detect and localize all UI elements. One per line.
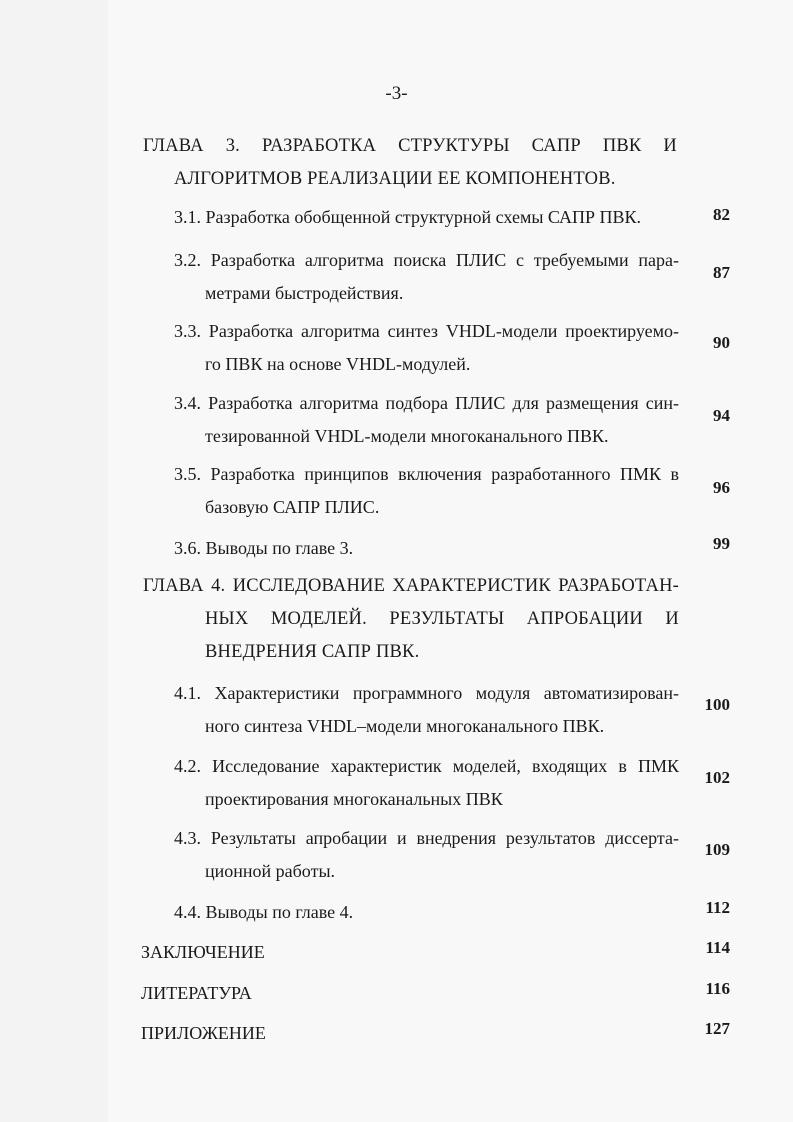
toc-page-3-3: 90 <box>713 333 730 352</box>
toc-page-3-5: 96 <box>713 478 730 497</box>
toc-entry-4-1-line-1: 4.1. Характеристики программного модуля автоматизирован- <box>174 683 679 703</box>
page-margin-shade <box>0 0 108 1122</box>
toc-page-3-2: 87 <box>713 263 730 282</box>
toc-entry-4-2-line-2: проектирования многоканальных ПВК <box>205 789 503 809</box>
toc-page-4-2: 102 <box>704 768 730 787</box>
toc-entry-4-3-line-2: ционной работы. <box>205 861 336 881</box>
page-number: -3- <box>385 83 408 104</box>
toc-entry-4-3-line-1: 4.3. Результаты апробации и внедрения результатов диссерта- <box>174 828 679 848</box>
toc-page-3-4: 94 <box>713 406 730 425</box>
toc-entry-4-1-line-2: ного синтеза VHDL–модели многоканального ПВК. <box>205 716 605 736</box>
toc-entry-literature: ЛИТЕРАТУРА <box>141 983 252 1003</box>
toc-page-4-3: 109 <box>704 840 730 859</box>
toc-entry-appendix: ПРИЛОЖЕНИЕ <box>141 1023 266 1043</box>
toc-entry-conclusion: ЗАКЛЮЧЕНИЕ <box>141 942 265 962</box>
toc-entry-3-6: 3.6. Выводы по главе 3. <box>174 538 354 558</box>
chapter-3-title-line-1: ГЛАВА 3. РАЗРАБОТКА СТРУКТУРЫ САПР ПВК И <box>143 136 677 156</box>
toc-page-3-1: 82 <box>713 205 730 224</box>
toc-entry-3-1: 3.1. Разработка обобщенной структурной схемы САПР ПВК. <box>174 207 642 227</box>
toc-entry-3-5-line-1: 3.5. Разработка принципов включения разработанного ПМК в <box>174 464 679 484</box>
toc-entry-3-2-line-2: метрами быстродействия. <box>205 283 404 303</box>
toc-entry-3-3-line-2: го ПВК на основе VHDL-модулей. <box>205 354 471 374</box>
chapter-3-title-line-2: АЛГОРИТМОВ РЕАЛИЗАЦИИ ЕЕ КОМПОНЕНТОВ. <box>174 169 616 189</box>
toc-entry-4-4: 4.4. Выводы по главе 4. <box>174 902 354 922</box>
chapter-4-title-line-3: ВНЕДРЕНИЯ САПР ПВК. <box>205 642 420 662</box>
toc-page-conclusion: 114 <box>705 938 730 957</box>
toc-page-literature: 116 <box>705 979 730 998</box>
chapter-4-title-line-2: НЫХ МОДЕЛЕЙ. РЕЗУЛЬТАТЫ АПРОБАЦИИ И <box>205 609 679 629</box>
toc-page-3-6: 99 <box>713 534 730 553</box>
toc-entry-3-4-line-1: 3.4. Разработка алгоритма подбора ПЛИС для размещения син- <box>174 393 679 413</box>
toc-entry-3-4-line-2: тезированной VHDL-модели многоканального ПВК. <box>205 426 609 446</box>
toc-entry-4-2-line-1: 4.2. Исследование характеристик моделей, входящих в ПМК <box>174 756 679 776</box>
chapter-4-title-line-1: ГЛАВА 4. ИССЛЕДОВАНИЕ ХАРАКТЕРИСТИК РАЗРАБОТАН- <box>143 576 679 596</box>
toc-entry-3-3-line-1: 3.3. Разработка алгоритма синтез VHDL-модели проектируемо- <box>174 321 679 341</box>
toc-page-appendix: 127 <box>704 1019 730 1038</box>
toc-page-4-4: 112 <box>705 898 730 917</box>
toc-entry-3-5-line-2: базовую САПР ПЛИС. <box>205 497 380 517</box>
toc-page-4-1: 100 <box>704 695 730 714</box>
toc-entry-3-2-line-1: 3.2. Разработка алгоритма поиска ПЛИС с требуемыми пара- <box>174 250 679 270</box>
